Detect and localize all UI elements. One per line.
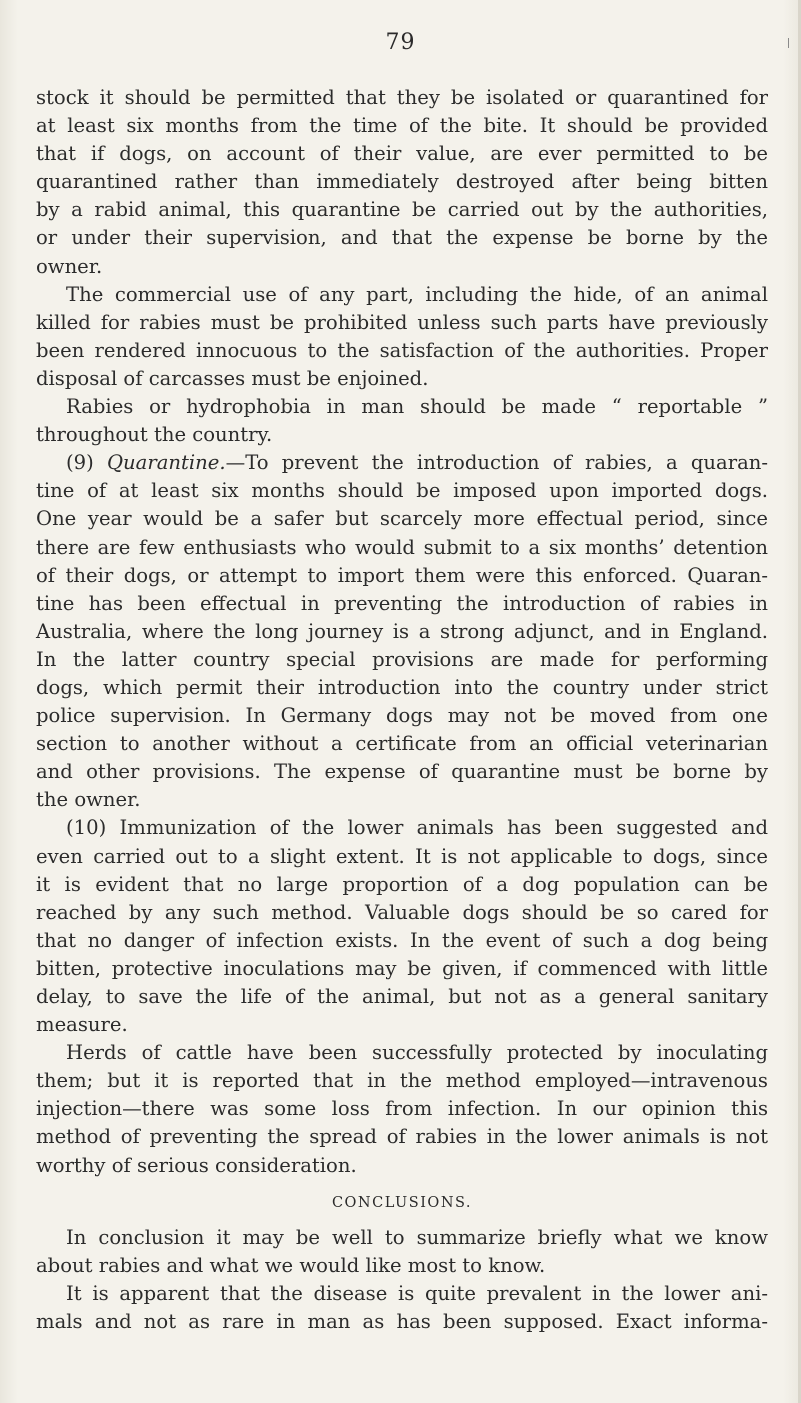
text-line: that no danger of infection exists. In the event of such a dog being [36, 928, 768, 952]
section-title: Quarantine. [106, 451, 226, 475]
text-line: throughout the country. [36, 423, 273, 447]
text-line: One year would be a safer but scarcely more effectual period, since [36, 507, 768, 531]
text-line: disposal of carcasses must be enjoined. [36, 366, 429, 390]
text-line: been rendered innocuous to the satisfaction of the authorities. Proper [36, 338, 768, 362]
text-line: tine of at least six months should be imposed upon imported dogs. [36, 479, 768, 503]
text-line: owner. [36, 254, 103, 278]
text-line: killed for rabies must be prohibited unless such parts have previously [36, 310, 768, 334]
text-line: the owner. [36, 788, 141, 812]
text-line: of their dogs, or attempt to import them were this enforced. Quaran- [36, 563, 768, 587]
text-line: and other provisions. The expense of quarantine must be borne by [36, 760, 768, 784]
text-line: reached by any such method. Valuable dogs should be so cared for [36, 900, 768, 924]
text-line: method of preventing the spread of rabies in the lower animals is not [36, 1125, 768, 1149]
text-line: that if dogs, on account of their value, are ever permitted to be [36, 142, 768, 166]
text-line [36, 449, 768, 477]
text-line: by a rabid animal, this quarantine be carried out by the authorities, [36, 198, 768, 222]
text-line: (10) Immunization of the lower animals has been suggested and [66, 816, 768, 840]
text-line: police supervision. In Germany dogs may not be moved from one [36, 704, 768, 728]
text-line: Herds of cattle have been successfully protected by inoculating [66, 1041, 768, 1065]
text-line: worthy of serious consideration. [36, 1153, 357, 1177]
text-line: injection—there was some loss from infection. In our opinion this [36, 1097, 768, 1121]
text-line: delay, to save the life of the animal, but not as a general sanitary [36, 985, 768, 1008]
text-line: The commercial use of any part, including the hide, of an animal [66, 282, 768, 306]
text-line: stock it should be permitted that they be isolated or quarantined for [36, 86, 768, 109]
section-heading: CONCLUSIONS. [331, 1194, 473, 1211]
text-line: In the latter country special provisions are made for performing [36, 647, 768, 671]
text-line: Australia, where the long journey is a strong adjunct, and in England. [36, 619, 768, 643]
text-line: quarantined rather than immediately destroyed after being bitten [36, 170, 768, 194]
text-line: section to another without a certificate from an official veterinarian [36, 732, 768, 756]
text-line: mals and not as rare in man as has been supposed. Exact informa- [36, 1309, 768, 1333]
text-line: at least six months from the time of the bite. It should be provided [36, 114, 768, 138]
body-text [36, 84, 768, 1336]
text-line: them; but it is reported that in the method employed—intravenous [36, 1069, 768, 1093]
page-number: 79 [385, 30, 416, 55]
text-line: Rabies or hydrophobia in man should be made “ reportable ” [66, 395, 768, 419]
text-line: tine has been effectual in preventing the introduction of rabies in [36, 591, 768, 615]
text-line: bitten, protective inoculations may be given, if commenced with little [36, 956, 768, 980]
text-line-rest: —To prevent the introduction of rabies, a quaran- [225, 451, 768, 475]
text-line: it is evident that no large proportion of a dog population can be [36, 872, 768, 896]
section-number: (9) [66, 451, 94, 475]
text-line: about rabies and what we would like most to know. [36, 1253, 546, 1277]
text-line: there are few enthusiasts who would submit to a six months’ detention [36, 535, 768, 559]
text-line: or under their supervision, and that the expense be borne by the [36, 226, 768, 250]
text-line: In conclusion it may be well to summarize briefly what we know [66, 1225, 768, 1249]
text-line: It is apparent that the disease is quite prevalent in the lower ani- [66, 1281, 768, 1305]
text-line: even carried out to a slight extent. It is not applicable to dogs, since [36, 844, 768, 868]
text-line: measure. [36, 1013, 128, 1037]
text-line: dogs, which permit their introduction into the country under strict [36, 675, 768, 699]
